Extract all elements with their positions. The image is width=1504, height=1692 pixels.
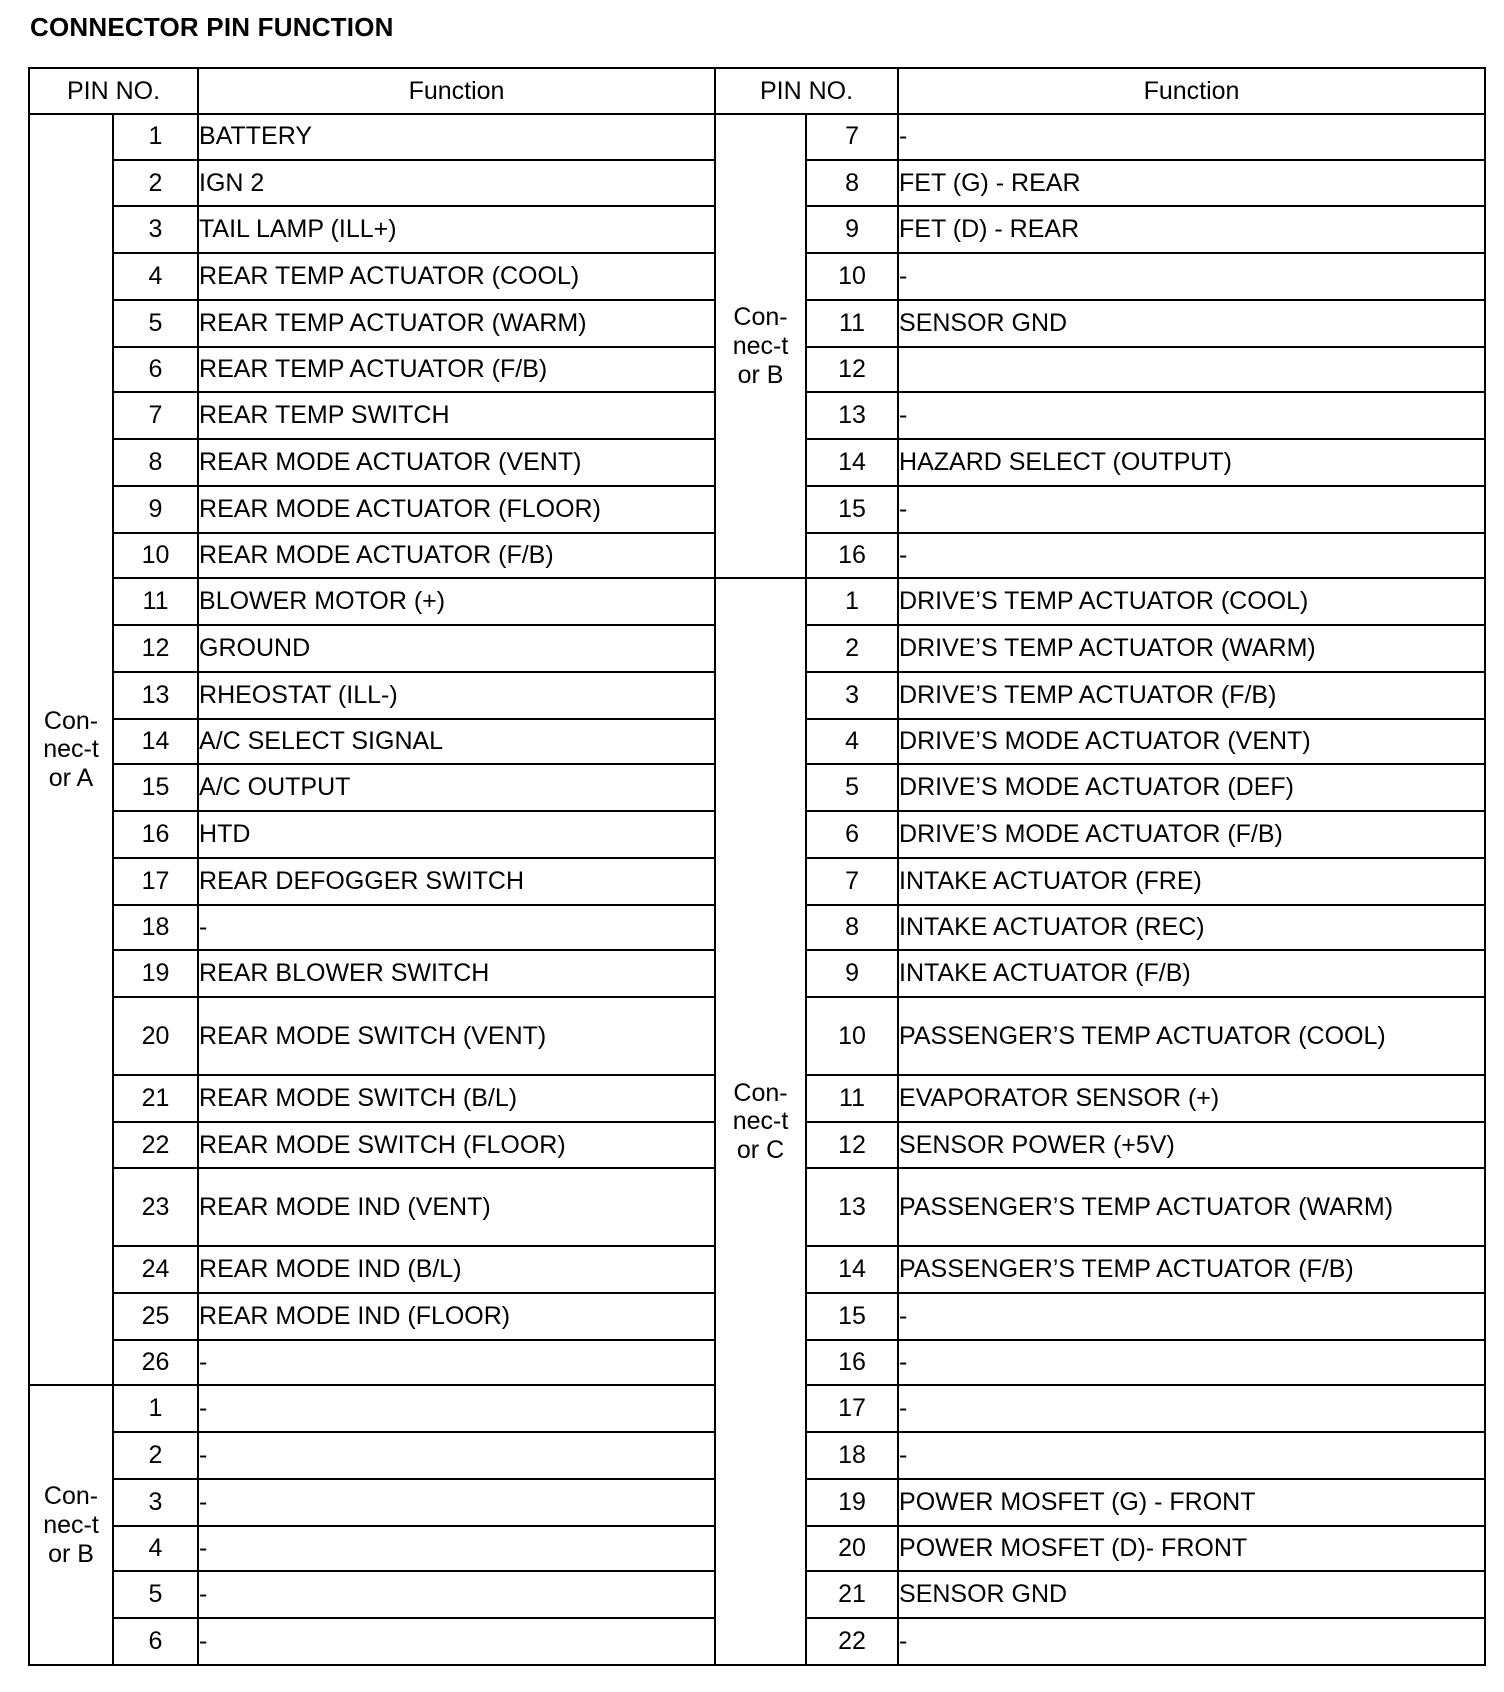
left-pin-function: A/C SELECT SIGNAL bbox=[198, 719, 715, 765]
right-pin-number: 3 bbox=[806, 672, 898, 719]
right-pin-function: DRIVE’S TEMP ACTUATOR (COOL) bbox=[898, 578, 1485, 625]
left-pin-function: BLOWER MOTOR (+) bbox=[198, 578, 715, 625]
left-pin-function: - bbox=[198, 1618, 715, 1665]
connector-label-left-a bbox=[29, 114, 113, 1385]
right-pin-number: 2 bbox=[806, 625, 898, 672]
left-pin-number: 4 bbox=[113, 1526, 198, 1572]
left-pin-number: 1 bbox=[113, 1385, 198, 1432]
left-pin-number: 9 bbox=[113, 486, 198, 533]
left-pin-number: 19 bbox=[113, 950, 198, 997]
right-pin-function: PASSENGER’S TEMP ACTUATOR (WARM) bbox=[898, 1168, 1485, 1246]
left-pin-number: 11 bbox=[113, 578, 198, 625]
left-pin-function: REAR MODE IND (VENT) bbox=[198, 1168, 715, 1246]
left-pin-number: 21 bbox=[113, 1075, 198, 1122]
right-pin-function: POWER MOSFET (G) - FRONT bbox=[898, 1479, 1485, 1526]
left-pin-number: 17 bbox=[113, 858, 198, 905]
right-pin-number: 14 bbox=[806, 1246, 898, 1293]
right-pin-function: INTAKE ACTUATOR (FRE) bbox=[898, 858, 1485, 905]
right-pin-number: 8 bbox=[806, 160, 898, 207]
right-pin-number: 7 bbox=[806, 858, 898, 905]
right-pin-number: 14 bbox=[806, 439, 898, 486]
right-pin-function: FET (D) - REAR bbox=[898, 206, 1485, 253]
left-pin-number: 4 bbox=[113, 253, 198, 300]
pin-function-table bbox=[28, 67, 1486, 1666]
left-pin-function: - bbox=[198, 1526, 715, 1572]
left-pin-function: - bbox=[198, 1385, 715, 1432]
right-pin-function: PASSENGER’S TEMP ACTUATOR (COOL) bbox=[898, 997, 1485, 1075]
right-pin-function: FET (G) - REAR bbox=[898, 160, 1485, 207]
right-pin-function: SENSOR GND bbox=[898, 1571, 1485, 1618]
left-pin-function: GROUND bbox=[198, 625, 715, 672]
pin-rows bbox=[29, 114, 1485, 1665]
left-pin-function: IGN 2 bbox=[198, 160, 715, 207]
right-pin-function: DRIVE’S TEMP ACTUATOR (F/B) bbox=[898, 672, 1485, 719]
left-pin-number: 14 bbox=[113, 719, 198, 765]
right-pin-function: EVAPORATOR SENSOR (+) bbox=[898, 1075, 1485, 1122]
right-pin-function: POWER MOSFET (D)- FRONT bbox=[898, 1526, 1485, 1572]
left-pin-function: TAIL LAMP (ILL+) bbox=[198, 206, 715, 253]
right-pin-number: 9 bbox=[806, 206, 898, 253]
left-pin-function: - bbox=[198, 1571, 715, 1618]
right-pin-function: PASSENGER’S TEMP ACTUATOR (F/B) bbox=[898, 1246, 1485, 1293]
left-pin-function: - bbox=[198, 905, 715, 951]
right-pin-number: 22 bbox=[806, 1618, 898, 1665]
left-pin-function: REAR MODE IND (B/L) bbox=[198, 1246, 715, 1293]
right-pin-number: 19 bbox=[806, 1479, 898, 1526]
left-pin-number: 20 bbox=[113, 997, 198, 1075]
left-pin-number: 8 bbox=[113, 439, 198, 486]
left-pin-function: REAR MODE IND (FLOOR) bbox=[198, 1293, 715, 1340]
header-function-right: Function bbox=[898, 68, 1485, 114]
right-pin-function: - bbox=[898, 1340, 1485, 1386]
right-pin-number: 5 bbox=[806, 764, 898, 811]
right-pin-number: 11 bbox=[806, 1075, 898, 1122]
right-pin-function: SENSOR GND bbox=[898, 300, 1485, 347]
right-pin-function: DRIVE’S MODE ACTUATOR (VENT) bbox=[898, 719, 1485, 765]
left-pin-number: 15 bbox=[113, 764, 198, 811]
left-pin-function: REAR TEMP ACTUATOR (WARM) bbox=[198, 300, 715, 347]
left-pin-number: 24 bbox=[113, 1246, 198, 1293]
right-pin-function bbox=[898, 347, 1485, 393]
right-pin-number: 21 bbox=[806, 1571, 898, 1618]
right-pin-number: 15 bbox=[806, 486, 898, 533]
left-pin-function: REAR TEMP ACTUATOR (COOL) bbox=[198, 253, 715, 300]
right-pin-number: 6 bbox=[806, 811, 898, 858]
right-pin-number: 10 bbox=[806, 997, 898, 1075]
left-pin-number: 7 bbox=[113, 392, 198, 439]
left-pin-number: 26 bbox=[113, 1340, 198, 1386]
right-pin-function: - bbox=[898, 1385, 1485, 1432]
right-pin-number: 12 bbox=[806, 1122, 898, 1168]
left-pin-function: BATTERY bbox=[198, 114, 715, 160]
left-pin-function: REAR MODE ACTUATOR (VENT) bbox=[198, 439, 715, 486]
left-pin-number: 18 bbox=[113, 905, 198, 951]
left-pin-number: 3 bbox=[113, 206, 198, 253]
header-function: Function bbox=[198, 68, 715, 114]
right-pin-function: - bbox=[898, 114, 1485, 160]
connector-label-right-c bbox=[715, 578, 806, 1665]
right-pin-number: 16 bbox=[806, 1340, 898, 1386]
left-pin-function: HTD bbox=[198, 811, 715, 858]
right-pin-number: 17 bbox=[806, 1385, 898, 1432]
right-pin-function: SENSOR POWER (+5V) bbox=[898, 1122, 1485, 1168]
right-pin-number: 11 bbox=[806, 300, 898, 347]
connector-label-right-b bbox=[715, 114, 806, 578]
right-pin-number: 20 bbox=[806, 1526, 898, 1572]
left-pin-function: REAR MODE SWITCH (B/L) bbox=[198, 1075, 715, 1122]
connector-label-text: Con-nec-tor C bbox=[732, 1078, 789, 1165]
left-pin-function: REAR TEMP SWITCH bbox=[198, 392, 715, 439]
left-pin-number: 16 bbox=[113, 811, 198, 858]
right-pin-number: 9 bbox=[806, 950, 898, 997]
right-pin-number: 10 bbox=[806, 253, 898, 300]
header-pin-no: PIN NO. bbox=[29, 68, 198, 114]
right-pin-function: - bbox=[898, 392, 1485, 439]
left-pin-function: REAR MODE ACTUATOR (F/B) bbox=[198, 533, 715, 579]
right-pin-function: - bbox=[898, 1618, 1485, 1665]
right-pin-function: INTAKE ACTUATOR (REC) bbox=[898, 905, 1485, 951]
right-pin-function: - bbox=[898, 486, 1485, 533]
page-title: CONNECTOR PIN FUNCTION bbox=[30, 12, 394, 42]
connector-label-left-b bbox=[29, 1385, 113, 1665]
left-pin-function: REAR MODE SWITCH (VENT) bbox=[198, 997, 715, 1075]
header-pin-no-right: PIN NO. bbox=[715, 68, 898, 114]
right-pin-number: 1 bbox=[806, 578, 898, 625]
left-pin-number: 5 bbox=[113, 1571, 198, 1618]
left-pin-number: 5 bbox=[113, 300, 198, 347]
left-pin-number: 6 bbox=[113, 347, 198, 393]
right-pin-number: 7 bbox=[806, 114, 898, 160]
left-pin-number: 22 bbox=[113, 1122, 198, 1168]
right-pin-function: - bbox=[898, 1432, 1485, 1479]
left-pin-function: RHEOSTAT (ILL-) bbox=[198, 672, 715, 719]
left-pin-number: 23 bbox=[113, 1168, 198, 1246]
left-pin-number: 13 bbox=[113, 672, 198, 719]
right-pin-function: DRIVE’S MODE ACTUATOR (F/B) bbox=[898, 811, 1485, 858]
left-pin-function: REAR DEFOGGER SWITCH bbox=[198, 858, 715, 905]
right-pin-number: 16 bbox=[806, 533, 898, 579]
right-pin-number: 18 bbox=[806, 1432, 898, 1479]
left-pin-function: REAR MODE ACTUATOR (FLOOR) bbox=[198, 486, 715, 533]
connector-label-text: Con-nec-tor A bbox=[43, 706, 99, 793]
left-pin-number: 1 bbox=[113, 114, 198, 160]
left-pin-number: 10 bbox=[113, 533, 198, 579]
header-row bbox=[29, 68, 1485, 114]
left-pin-function: - bbox=[198, 1340, 715, 1386]
right-pin-function: - bbox=[898, 1293, 1485, 1340]
table-row bbox=[29, 114, 1485, 160]
right-pin-number: 4 bbox=[806, 719, 898, 765]
left-pin-function: - bbox=[198, 1479, 715, 1526]
right-pin-number: 8 bbox=[806, 905, 898, 951]
right-pin-number: 13 bbox=[806, 1168, 898, 1246]
right-pin-function: DRIVE’S TEMP ACTUATOR (WARM) bbox=[898, 625, 1485, 672]
right-pin-number: 12 bbox=[806, 347, 898, 393]
right-pin-number: 13 bbox=[806, 392, 898, 439]
table-row bbox=[29, 578, 1485, 625]
right-pin-function: HAZARD SELECT (OUTPUT) bbox=[898, 439, 1485, 486]
right-pin-function: - bbox=[898, 533, 1485, 579]
connector-label-text: Con-nec-tor B bbox=[732, 303, 789, 389]
right-pin-function: - bbox=[898, 253, 1485, 300]
right-pin-function: DRIVE’S MODE ACTUATOR (DEF) bbox=[898, 764, 1485, 811]
left-pin-function: A/C OUTPUT bbox=[198, 764, 715, 811]
left-pin-function: REAR BLOWER SWITCH bbox=[198, 950, 715, 997]
left-pin-function: REAR MODE SWITCH (FLOOR) bbox=[198, 1122, 715, 1168]
left-pin-function: - bbox=[198, 1432, 715, 1479]
left-pin-number: 2 bbox=[113, 1432, 198, 1479]
left-pin-function: REAR TEMP ACTUATOR (F/B) bbox=[198, 347, 715, 393]
left-pin-number: 25 bbox=[113, 1293, 198, 1340]
left-pin-number: 2 bbox=[113, 160, 198, 207]
right-pin-number: 15 bbox=[806, 1293, 898, 1340]
left-pin-number: 12 bbox=[113, 625, 198, 672]
connector-label-text: Con-nec-tor B bbox=[43, 1482, 99, 1568]
left-pin-number: 3 bbox=[113, 1479, 198, 1526]
left-pin-number: 6 bbox=[113, 1618, 198, 1665]
right-pin-function: INTAKE ACTUATOR (F/B) bbox=[898, 950, 1485, 997]
